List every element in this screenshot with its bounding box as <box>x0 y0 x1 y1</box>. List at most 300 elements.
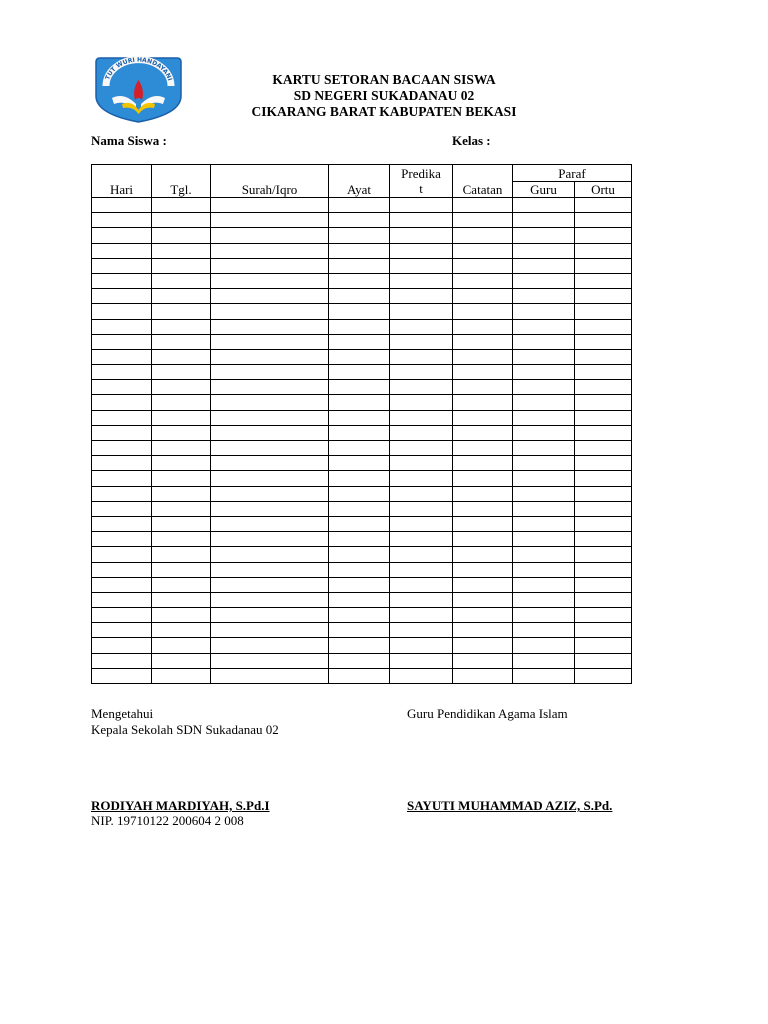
table-cell <box>453 577 513 592</box>
predikat-line1: Predika <box>401 166 441 181</box>
table-cell <box>453 289 513 304</box>
table-cell <box>152 592 211 607</box>
table-cell <box>390 425 453 440</box>
teacher-name: SAYUTI MUHAMMAD AZIZ, S.Pd. <box>407 798 613 813</box>
table-cell <box>211 577 329 592</box>
col-header-ortu: Ortu <box>575 182 632 198</box>
table-cell <box>329 410 390 425</box>
table-cell <box>92 562 152 577</box>
table-row <box>92 486 632 501</box>
table-cell <box>92 516 152 531</box>
table-cell <box>329 516 390 531</box>
table-cell <box>513 441 575 456</box>
table-cell <box>390 668 453 683</box>
table-cell <box>92 486 152 501</box>
table-cell <box>152 319 211 334</box>
table-cell <box>152 532 211 547</box>
school-logo <box>92 56 185 124</box>
table-cell <box>152 395 211 410</box>
table-cell <box>513 532 575 547</box>
table-cell <box>152 471 211 486</box>
table-cell <box>453 456 513 471</box>
table-cell <box>390 471 453 486</box>
table-cell <box>152 273 211 288</box>
table-cell <box>329 471 390 486</box>
table-cell <box>453 668 513 683</box>
table-row <box>92 668 632 683</box>
table-cell <box>390 273 453 288</box>
table-cell <box>453 380 513 395</box>
table-cell <box>329 653 390 668</box>
table-cell <box>513 365 575 380</box>
table-cell <box>575 425 632 440</box>
table-row <box>92 608 632 623</box>
table-cell <box>329 562 390 577</box>
table-cell <box>329 592 390 607</box>
col-header-hari: Hari <box>92 165 152 198</box>
table-cell <box>152 501 211 516</box>
table-cell <box>575 638 632 653</box>
table-cell <box>390 592 453 607</box>
table-cell <box>453 213 513 228</box>
table-cell <box>453 425 513 440</box>
table-cell <box>513 471 575 486</box>
table-cell <box>513 668 575 683</box>
table-cell <box>390 608 453 623</box>
table-cell <box>575 653 632 668</box>
table-cell <box>92 273 152 288</box>
table-cell <box>329 547 390 562</box>
table-cell <box>453 304 513 319</box>
table-cell <box>92 456 152 471</box>
table-cell <box>513 319 575 334</box>
table-cell <box>453 471 513 486</box>
table-cell <box>575 668 632 683</box>
table-row <box>92 228 632 243</box>
table-row <box>92 258 632 273</box>
table-row <box>92 334 632 349</box>
table-cell <box>513 577 575 592</box>
table-cell <box>390 198 453 213</box>
table-cell <box>211 289 329 304</box>
table-cell <box>92 243 152 258</box>
table-cell <box>575 592 632 607</box>
table-cell <box>92 592 152 607</box>
table-cell <box>92 577 152 592</box>
table-cell <box>513 425 575 440</box>
table-cell <box>575 532 632 547</box>
table-cell <box>152 289 211 304</box>
table-row <box>92 592 632 607</box>
table-row <box>92 380 632 395</box>
table-cell <box>329 213 390 228</box>
table-cell <box>152 456 211 471</box>
table-cell <box>329 349 390 364</box>
table-cell <box>575 608 632 623</box>
table-cell <box>390 638 453 653</box>
tut-wuri-handayani-emblem-icon <box>92 56 185 124</box>
table-cell <box>513 608 575 623</box>
table-row <box>92 273 632 288</box>
table-cell <box>152 516 211 531</box>
table-cell <box>575 516 632 531</box>
table-cell <box>390 532 453 547</box>
table-cell <box>453 243 513 258</box>
table-cell <box>152 577 211 592</box>
table-row <box>92 562 632 577</box>
table-cell <box>92 471 152 486</box>
table-cell <box>211 304 329 319</box>
table-cell <box>453 638 513 653</box>
table-cell <box>152 334 211 349</box>
table-row <box>92 577 632 592</box>
table-cell <box>329 668 390 683</box>
table-cell <box>575 441 632 456</box>
table-cell <box>152 653 211 668</box>
table-cell <box>92 501 152 516</box>
table-cell <box>575 365 632 380</box>
principal-nip: NIP. 19710122 200604 2 008 <box>91 813 244 828</box>
table-cell <box>92 319 152 334</box>
table-row <box>92 471 632 486</box>
table-cell <box>329 198 390 213</box>
table-cell <box>92 198 152 213</box>
table-cell <box>211 380 329 395</box>
table-cell <box>211 243 329 258</box>
table-cell <box>390 562 453 577</box>
table-cell <box>453 608 513 623</box>
table-cell <box>513 334 575 349</box>
table-cell <box>575 547 632 562</box>
table-cell <box>513 562 575 577</box>
table-cell <box>329 380 390 395</box>
table-row <box>92 456 632 471</box>
table-cell <box>390 213 453 228</box>
table-cell <box>211 562 329 577</box>
table-cell <box>152 562 211 577</box>
table-cell <box>92 213 152 228</box>
table-row <box>92 501 632 516</box>
table-cell <box>513 456 575 471</box>
table-cell <box>152 486 211 501</box>
table-cell <box>152 608 211 623</box>
table-cell <box>453 592 513 607</box>
table-cell <box>575 289 632 304</box>
principal-name: RODIYAH MARDIYAH, S.Pd.I <box>91 798 270 813</box>
table-cell <box>513 547 575 562</box>
table-cell <box>513 410 575 425</box>
table-cell <box>453 516 513 531</box>
table-cell <box>575 577 632 592</box>
table-cell <box>211 547 329 562</box>
table-cell <box>152 425 211 440</box>
table-cell <box>211 334 329 349</box>
table-cell <box>211 653 329 668</box>
table-cell <box>329 532 390 547</box>
table-cell <box>211 532 329 547</box>
table-cell <box>152 228 211 243</box>
table-cell <box>513 289 575 304</box>
table-cell <box>329 623 390 638</box>
predikat-line2: t <box>419 181 423 196</box>
table-cell <box>453 349 513 364</box>
table-cell <box>513 198 575 213</box>
table-cell <box>211 501 329 516</box>
header-school: SD NEGERI SUKADANAU 02 <box>293 88 475 103</box>
table-cell <box>329 441 390 456</box>
principal-acknowledgement <box>91 706 279 738</box>
table-cell <box>152 380 211 395</box>
table-cell <box>390 501 453 516</box>
table-cell <box>390 258 453 273</box>
table-cell <box>390 623 453 638</box>
table-cell <box>513 592 575 607</box>
table-cell <box>575 198 632 213</box>
table-cell <box>92 395 152 410</box>
table-cell <box>211 608 329 623</box>
table-cell <box>453 273 513 288</box>
table-cell <box>390 349 453 364</box>
table-cell <box>92 349 152 364</box>
table-cell <box>92 623 152 638</box>
table-cell <box>390 319 453 334</box>
table-cell <box>390 577 453 592</box>
table-cell <box>575 349 632 364</box>
table-row <box>92 425 632 440</box>
table-cell <box>329 638 390 653</box>
table-row <box>92 319 632 334</box>
table-cell <box>453 623 513 638</box>
table-cell <box>211 623 329 638</box>
table-cell <box>92 668 152 683</box>
table-cell <box>329 608 390 623</box>
table-cell <box>575 258 632 273</box>
table-cell <box>329 243 390 258</box>
table-cell <box>211 441 329 456</box>
table-cell <box>575 501 632 516</box>
table-cell <box>211 319 329 334</box>
table-cell <box>453 532 513 547</box>
table-cell <box>329 319 390 334</box>
table-cell <box>152 304 211 319</box>
table-cell <box>92 289 152 304</box>
col-header-ayat: Ayat <box>329 165 390 198</box>
table-cell <box>211 273 329 288</box>
table-row <box>92 410 632 425</box>
table-cell <box>390 395 453 410</box>
table-row <box>92 395 632 410</box>
table-cell <box>211 425 329 440</box>
table-cell <box>575 486 632 501</box>
table-row <box>92 623 632 638</box>
logo-motto: TUT WURI HANDAYANI <box>104 56 174 82</box>
table-cell <box>575 395 632 410</box>
table-cell <box>329 456 390 471</box>
table-row <box>92 365 632 380</box>
table-cell <box>92 410 152 425</box>
table-cell <box>575 319 632 334</box>
table-cell <box>390 365 453 380</box>
principal-title: Kepala Sekolah SDN Sukadanau 02 <box>91 722 279 737</box>
table-cell <box>575 562 632 577</box>
table-cell <box>390 486 453 501</box>
table-cell <box>513 213 575 228</box>
table-cell <box>390 228 453 243</box>
table-cell <box>329 486 390 501</box>
table-cell <box>390 456 453 471</box>
table-cell <box>329 304 390 319</box>
col-header-guru: Guru <box>513 182 575 198</box>
table-cell <box>152 441 211 456</box>
col-header-paraf: Paraf <box>513 165 632 182</box>
table-cell <box>152 198 211 213</box>
col-header-predikat <box>390 165 453 198</box>
col-header-tgl: Tgl. <box>152 165 211 198</box>
table-cell <box>329 334 390 349</box>
table-cell <box>453 441 513 456</box>
table-cell <box>92 441 152 456</box>
table-cell <box>513 273 575 288</box>
table-cell <box>390 653 453 668</box>
table-cell <box>92 653 152 668</box>
teacher-title: Guru Pendidikan Agama Islam <box>407 706 568 721</box>
table-cell <box>152 213 211 228</box>
table-cell <box>329 501 390 516</box>
table-cell <box>92 228 152 243</box>
table-cell <box>453 501 513 516</box>
table-cell <box>453 258 513 273</box>
header-location: CIKARANG BARAT KABUPATEN BEKASI <box>251 104 517 119</box>
table-cell <box>92 608 152 623</box>
table-cell <box>329 228 390 243</box>
table-cell <box>211 592 329 607</box>
table-cell <box>152 410 211 425</box>
table-cell <box>211 228 329 243</box>
table-cell <box>329 395 390 410</box>
table-cell <box>92 365 152 380</box>
table-cell <box>575 380 632 395</box>
table-cell <box>453 198 513 213</box>
table-cell <box>453 395 513 410</box>
table-cell <box>211 213 329 228</box>
table-cell <box>152 623 211 638</box>
table-row <box>92 532 632 547</box>
table-cell <box>390 334 453 349</box>
table-row <box>92 213 632 228</box>
table-cell <box>211 198 329 213</box>
table-row <box>92 349 632 364</box>
table-cell <box>513 395 575 410</box>
table-cell <box>513 349 575 364</box>
table-cell <box>390 304 453 319</box>
table-cell <box>513 228 575 243</box>
table-cell <box>453 547 513 562</box>
table-cell <box>211 668 329 683</box>
table-cell <box>513 638 575 653</box>
table-cell <box>513 380 575 395</box>
table-cell <box>211 486 329 501</box>
table-cell <box>211 410 329 425</box>
table-row <box>92 516 632 531</box>
table-cell <box>92 258 152 273</box>
table-cell <box>453 653 513 668</box>
table-cell <box>211 456 329 471</box>
table-cell <box>390 243 453 258</box>
table-cell <box>453 319 513 334</box>
table-cell <box>513 501 575 516</box>
table-cell <box>575 623 632 638</box>
table-cell <box>513 486 575 501</box>
table-cell <box>453 365 513 380</box>
kelas-label: Kelas : <box>452 133 491 148</box>
table-cell <box>211 471 329 486</box>
mengetahui-label: Mengetahui <box>91 706 154 721</box>
nama-siswa-label: Nama Siswa : <box>91 133 167 148</box>
document-header <box>200 72 568 120</box>
header-title: KARTU SETORAN BACAAN SISWA <box>272 72 496 87</box>
table-cell <box>211 638 329 653</box>
table-row <box>92 304 632 319</box>
table-cell <box>329 258 390 273</box>
table-cell <box>152 668 211 683</box>
table-cell <box>390 410 453 425</box>
table-cell <box>211 349 329 364</box>
table-row <box>92 198 632 213</box>
table-cell <box>575 273 632 288</box>
table-cell <box>92 547 152 562</box>
table-cell <box>575 243 632 258</box>
table-cell <box>513 258 575 273</box>
table-cell <box>575 228 632 243</box>
table-cell <box>329 365 390 380</box>
table-cell <box>453 486 513 501</box>
table-cell <box>390 547 453 562</box>
table-row <box>92 289 632 304</box>
table-cell <box>152 349 211 364</box>
table-row <box>92 547 632 562</box>
table-cell <box>152 638 211 653</box>
table-cell <box>513 304 575 319</box>
col-header-surah: Surah/Iqro <box>211 165 329 198</box>
table-cell <box>390 516 453 531</box>
table-cell <box>329 289 390 304</box>
table-cell <box>453 228 513 243</box>
table-cell <box>329 577 390 592</box>
table-cell <box>92 304 152 319</box>
table-cell <box>575 304 632 319</box>
table-cell <box>92 334 152 349</box>
reading-log-table <box>91 164 632 684</box>
table-cell <box>390 380 453 395</box>
table-row <box>92 441 632 456</box>
teacher-title-block <box>407 706 568 722</box>
table-cell <box>453 334 513 349</box>
table-cell <box>92 425 152 440</box>
table-cell <box>575 410 632 425</box>
table-cell <box>513 653 575 668</box>
table-cell <box>453 410 513 425</box>
table-cell <box>390 441 453 456</box>
table-cell <box>575 471 632 486</box>
table-cell <box>513 243 575 258</box>
table-cell <box>152 547 211 562</box>
table-cell <box>152 365 211 380</box>
table-cell <box>390 289 453 304</box>
table-cell <box>152 258 211 273</box>
table-cell <box>211 365 329 380</box>
table-cell <box>92 638 152 653</box>
table-row <box>92 638 632 653</box>
